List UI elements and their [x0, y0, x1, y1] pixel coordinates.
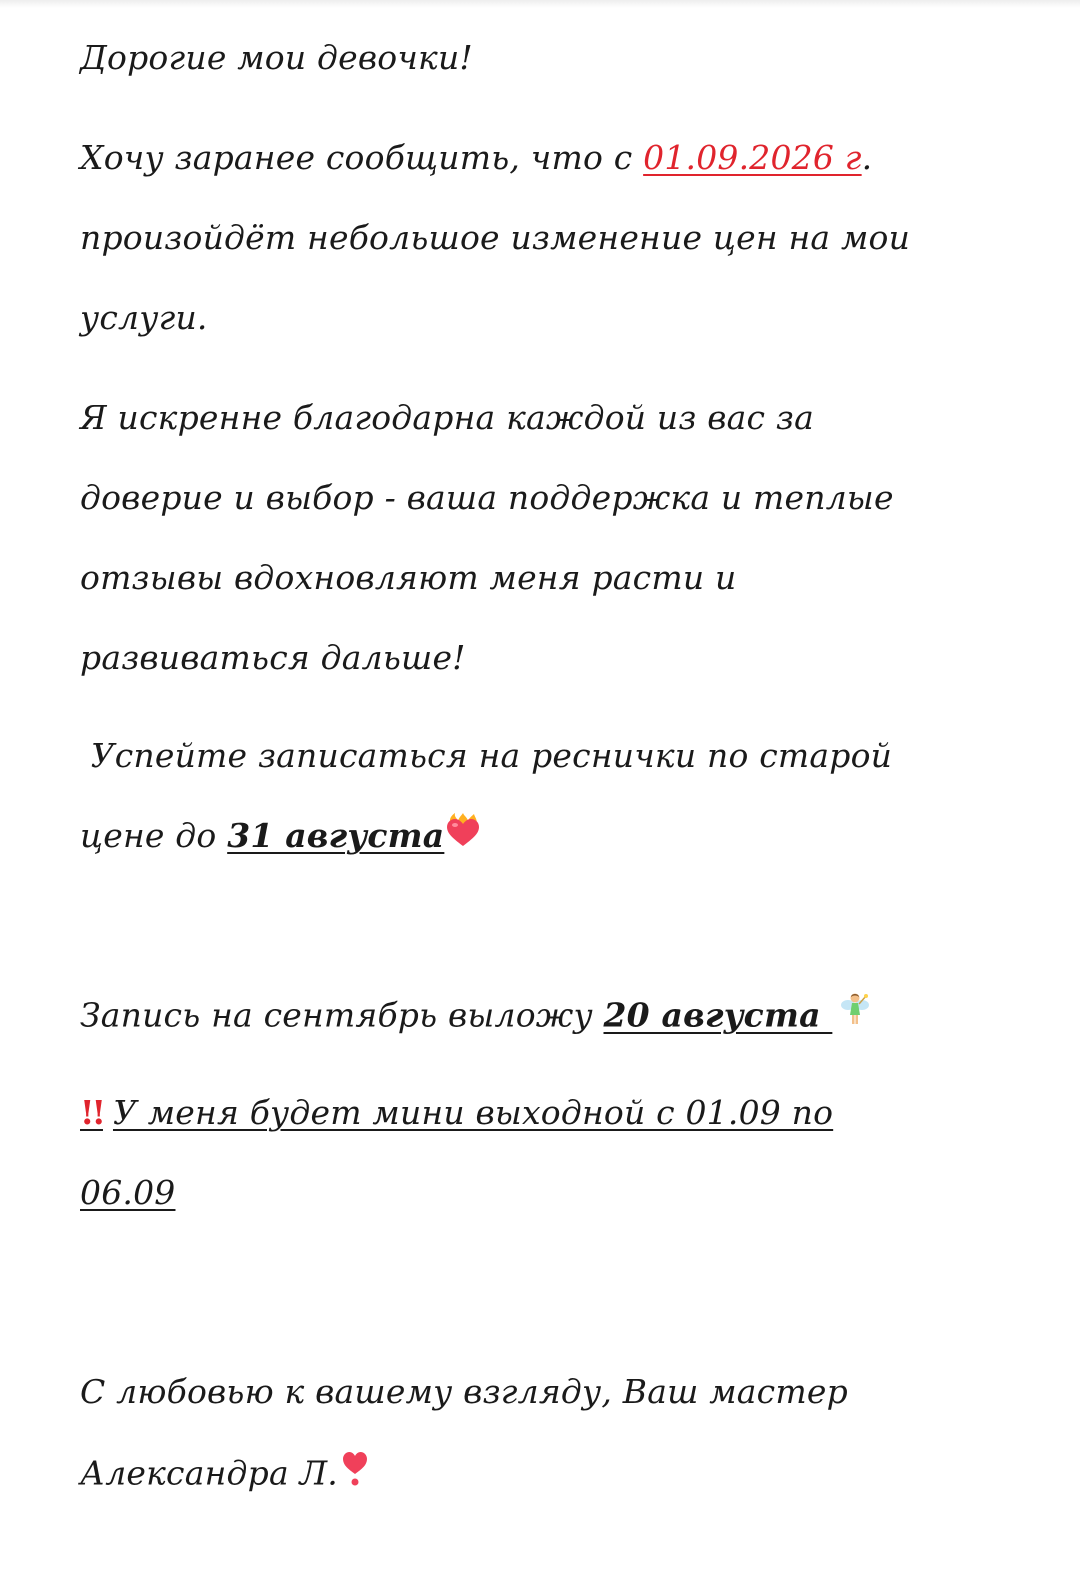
double-exclamation-icon: !! [80, 1093, 103, 1132]
old-price-deadline: 31 августа [227, 816, 445, 855]
paragraph-thanks-line-4: развиваться дальше! [80, 638, 466, 677]
paragraph-price-change-line-3: услуги. [80, 298, 208, 337]
paragraph-day-off-line-2: 06.09 [80, 1173, 176, 1212]
heart-exclamation-icon [338, 1452, 368, 1499]
paragraph-thanks-line-2: доверие и выбор - ваша поддержка и теплые [80, 478, 894, 517]
signature-line-2: Александра Л. [80, 1452, 368, 1499]
signature-line-1: С любовью к вашему взгляду, Ваш мастер [80, 1372, 848, 1411]
heart-on-fire-icon [444, 817, 482, 860]
fairy-icon [832, 995, 870, 1040]
day-off-notice: !! У меня будет мини выходной с 01.09 по [80, 1093, 834, 1132]
paragraph-thanks-line-1: Я искренне благодарна каждой из вас за [80, 398, 815, 437]
paragraph-day-off-line-1 [80, 1093, 833, 1133]
paragraph-price-change-line-1: Хочу заранее сообщить, что с 01.09.2026 г. [80, 138, 873, 177]
paragraph-price-change-line-2: произойдёт небольшое изменение цен на мои [80, 218, 911, 257]
greeting: Дорогие мои девочки! [80, 38, 473, 77]
september-booking-date: 20 августа [603, 995, 833, 1035]
paragraph-booking-line-2: цене до 31 августа [80, 816, 482, 860]
paragraph-september-booking: Запись на сентябрь выложу 20 августа [80, 995, 870, 1040]
paragraph-thanks-line-3: отзывы вдохновляют меня расти и [80, 558, 737, 597]
price-change-date: 01.09.2026 г [643, 138, 862, 177]
top-edge-shade [0, 0, 1080, 8]
paragraph-booking-line-1: Успейте записаться на реснички по старой [80, 736, 893, 775]
